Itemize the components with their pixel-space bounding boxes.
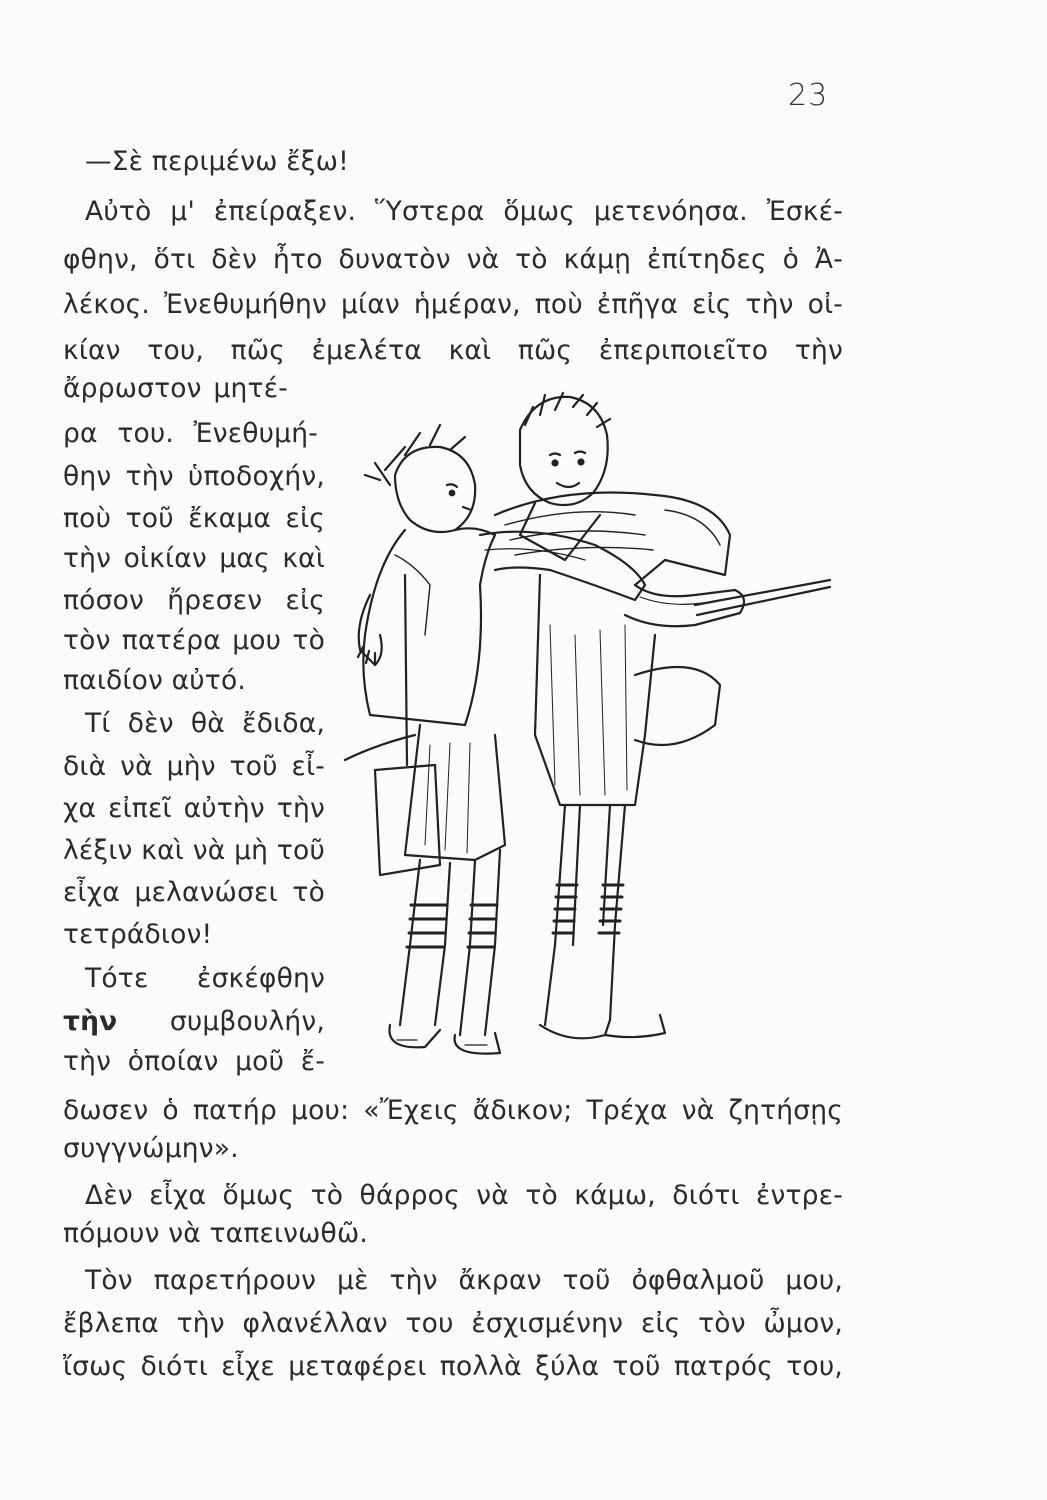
illustration-two-boys bbox=[335, 385, 835, 1085]
text-line: Τὸν παρετήρουν μὲ τὴν ἄκραν τοῦ ὀφθαλμοῦ μου, bbox=[85, 1265, 843, 1296]
text-line: διὰ νὰ μὴν τοῦ εἶ- bbox=[63, 751, 325, 782]
text-line: θην τὴν ὑποδοχήν, bbox=[63, 461, 325, 492]
text-line: τὴν ὁποίαν μοῦ ἔ- bbox=[63, 1046, 325, 1077]
text-line: εἶχα μελανώσει τὸ bbox=[63, 877, 325, 908]
text-line: Τότε ἐσκέφθην bbox=[85, 963, 325, 994]
text-line: χα εἰπεῖ αὐτὴν τὴν bbox=[63, 793, 325, 824]
text-line: πόμουν νὰ ταπεινωθῶ. bbox=[63, 1218, 368, 1249]
text-line: Αὐτὸ μ' ἐπείραξεν. Ὕστερα ὅμως μετενόησα. Ἐσκέ- bbox=[85, 196, 843, 227]
text-fragment: συμβουλήν, bbox=[169, 1006, 325, 1037]
text-line: λέξιν καὶ νὰ μὴ τοῦ bbox=[63, 835, 325, 866]
text-line: ρα του. Ἐνεθυμή- bbox=[63, 418, 318, 449]
text-line: ἔβλεπα τὴν φλανέλλαν του ἐσχισμένην εἰς τὸν ὦμον, bbox=[63, 1308, 843, 1339]
bold-word: τὴν bbox=[63, 1006, 118, 1037]
text-line: φθην, ὅτι δὲν ἦτο δυνατὸν νὰ τὸ κάμῃ ἐπίτηδες ὁ Ἀ- bbox=[63, 244, 843, 275]
text-line: λέκος. Ἐνεθυμήθην μίαν ἡμέραν, ποὺ ἐπῆγα εἰς τὴν οἰ- bbox=[63, 289, 843, 320]
text-line bbox=[63, 1003, 325, 1041]
text-line: παιδίον αὐτό. bbox=[63, 665, 247, 696]
text-line: κίαν του, πῶς ἐμελέτα καὶ πῶς ἐπεριποιεῖτο τὴν bbox=[63, 335, 843, 366]
text-line: δωσεν ὁ πατήρ μου: «Ἔχεις ἄδικον; Τρέχα νὰ ζητήσῃς bbox=[63, 1095, 843, 1126]
text-line: πόσον ἤρεσεν εἰς bbox=[63, 585, 325, 616]
text-line: —Σὲ περιμένω ἔξω! bbox=[85, 146, 349, 177]
text-line: Τί δὲν θὰ ἔδιδα, bbox=[85, 708, 325, 739]
page-number: 23 bbox=[788, 78, 829, 113]
text-line: Δὲν εἶχα ὅμως τὸ θάρρος νὰ τὸ κάμω, διότι ἐντρε- bbox=[85, 1180, 843, 1211]
text-line: ἴσως διότι εἶχε μεταφέρει πολλὰ ξύλα τοῦ πατρός του, bbox=[63, 1351, 843, 1382]
text-line: συγγνώμην». bbox=[63, 1133, 239, 1164]
text-line: τετράδιον! bbox=[63, 919, 213, 950]
text-line: ποὺ τοῦ ἔκαμα εἰς bbox=[63, 503, 325, 534]
text-line: τὸν πατέρα μου τὸ bbox=[63, 625, 325, 656]
text-line: ἄρρωστον μητέ- bbox=[63, 373, 288, 404]
text-line: τὴν οἰκίαν μας καὶ bbox=[63, 543, 325, 574]
